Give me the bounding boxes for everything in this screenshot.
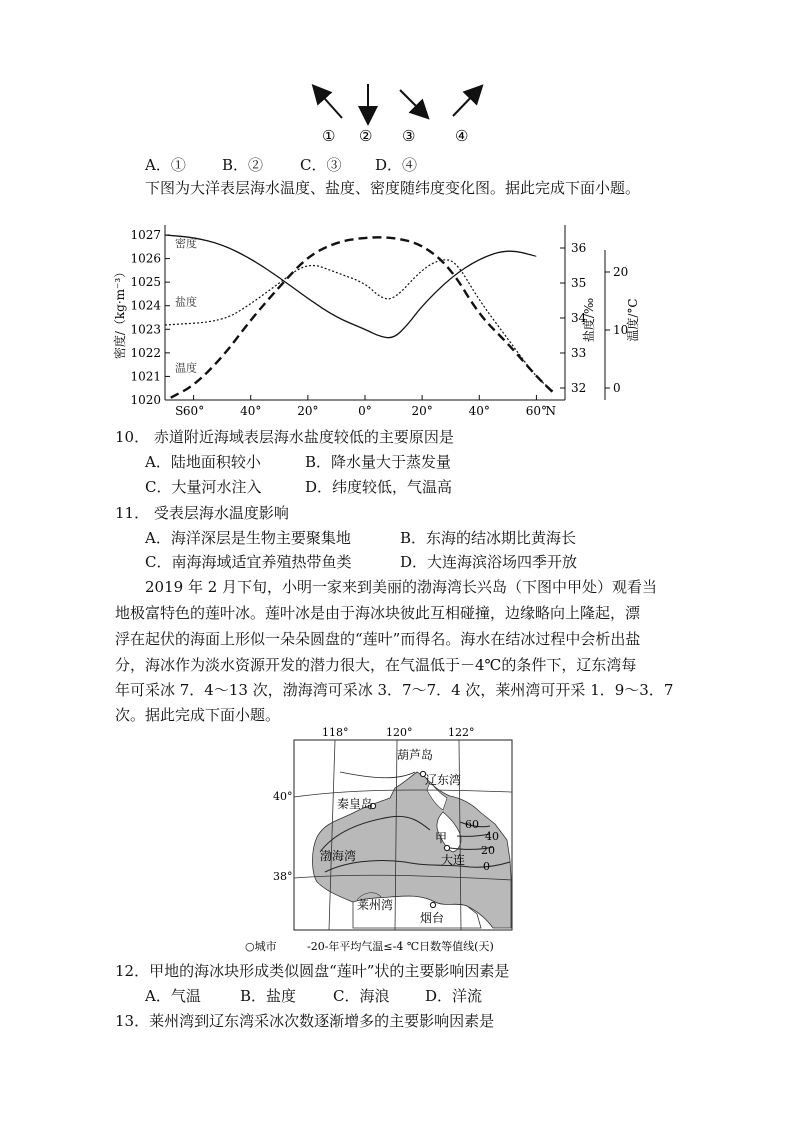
arrow-1-icon	[317, 90, 342, 118]
x-tick-label: N	[545, 404, 556, 418]
salinity-tick-label: 33	[571, 346, 587, 360]
y-tick-label: 1021	[130, 369, 161, 384]
x-tick-label: 20°	[297, 404, 319, 418]
q9-option-b: B．②	[222, 156, 264, 174]
y-tick-label: 1023	[130, 322, 161, 337]
chart-intro: 下图为大洋表层海水温度、盐度、密度随纬度变化图。据此完成下面小题。	[145, 179, 641, 197]
map-contour-label: 40	[485, 830, 499, 843]
city-marker-icon	[444, 845, 449, 850]
temperature-tick-label: 0	[613, 381, 621, 395]
q12-stem: 12．甲地的海冰块形成类似圆盘“莲叶”状的主要影响因素是	[115, 962, 510, 980]
x-tick-label: 40°	[240, 404, 262, 418]
map-lon-label: 120°	[386, 726, 413, 739]
map-legend-isoline: -20-年平均气温≤-4 ℃日数等值线(天)	[307, 940, 494, 953]
map-lat-label: 38°	[273, 870, 293, 883]
series-label: 盐度	[175, 295, 197, 309]
q11-option-c: C．南海海域适宜养殖热带鱼类	[145, 553, 352, 571]
arrow-label: ①	[322, 127, 336, 145]
x-tick-label: S	[175, 404, 184, 418]
passage-line: 年可采冰 7．4～13 次，渤海湾可采冰 3．7～7．4 次，莱州湾可开采 1．9～3．7	[115, 681, 674, 699]
y-tick-label: 1026	[130, 251, 161, 266]
bohai-map	[245, 722, 560, 957]
q10-option-a: A．陆地面积较小	[145, 453, 261, 471]
q12-option-c: C．海浪	[333, 987, 390, 1005]
map-contour-label: 60	[465, 818, 479, 831]
y-tick-label: 1022	[130, 345, 161, 360]
x-tick-label: 60°	[182, 404, 205, 418]
x-tick-label: 20°	[411, 404, 433, 418]
x-tick-label: 0°	[358, 404, 372, 418]
y-tick-label: 1025	[130, 275, 161, 290]
temperature-tick-label: 10	[613, 323, 629, 337]
passage-line: 2019 年 2 月下旬，小明一家来到美丽的渤海湾长兴岛（下图中甲处）观看当	[145, 578, 658, 596]
y-tick-label: 1020	[130, 393, 161, 407]
series-label: 温度	[175, 361, 197, 375]
map-place-label: 莱州湾	[357, 898, 394, 912]
y-tick-label: 1027	[130, 228, 161, 242]
q11-option-a: A．海洋深层是生物主要聚集地	[145, 529, 351, 547]
map-place-label: 烟台	[420, 911, 445, 925]
arrow-label: ③	[402, 127, 416, 145]
passage-line: 浮在起伏的海面上形似一朵朵圆盘的“莲叶”而得名。海水在结冰过程中会析出盐	[115, 630, 641, 648]
salinity-tick-label: 32	[571, 381, 587, 395]
map-place-label: 大连	[441, 853, 466, 867]
left-axis-label: 密度/（kg·m⁻³）	[113, 265, 127, 360]
map-place-label: 秦皇岛	[337, 797, 374, 811]
map-place-label: 甲	[435, 831, 448, 845]
q13-stem: 13．莱州湾到辽东湾采冰次数逐渐增多的主要影响因素是	[115, 1012, 495, 1030]
arrow-3-icon	[400, 90, 424, 114]
arrow-label: ②	[359, 127, 373, 145]
q12-option-a: A．气温	[145, 987, 201, 1005]
q11-option-d: D．大连海滨浴场四季开放	[400, 553, 578, 571]
map-lon-label: 122°	[448, 726, 475, 739]
q10-option-c: C．大量河水注入	[145, 478, 262, 496]
q11-option-b: B．东海的结冰期比黄海长	[400, 529, 577, 547]
q12-option-d: D．洋流	[425, 987, 483, 1005]
map-place-label: 渤海湾	[320, 849, 357, 863]
q9-option-a: A．①	[145, 156, 186, 174]
q9-option-c: C．③	[300, 156, 342, 174]
q10-stem: 10． 赤道附近海域表层海水盐度较低的主要原因是	[115, 428, 454, 446]
q11-stem: 11． 受表层海水温度影响	[115, 504, 289, 522]
map-contour-label: 0	[483, 860, 490, 873]
salinity-axis-label: 盐度/‰	[582, 297, 596, 343]
arrow-label: ④	[455, 127, 469, 145]
map-place-label: 辽东湾	[425, 773, 462, 787]
q9-option-d: D．④	[375, 156, 418, 174]
salinity-tick-label: 36	[571, 241, 587, 255]
q10-option-d: D．纬度较低，气温高	[305, 478, 453, 496]
map-lat-label: 40°	[273, 790, 293, 803]
map-legend-city: ○城市	[245, 940, 277, 953]
map-contour-label: 20	[481, 844, 495, 857]
city-marker-icon	[430, 902, 435, 907]
map-place-label: 葫芦岛	[397, 748, 434, 762]
salinity-tick-label: 34	[571, 311, 587, 325]
series-label: 密度	[175, 236, 197, 250]
q12-option-b: B．盐度	[240, 987, 297, 1005]
passage-line: 分，海冰作为淡水资源开发的潜力很大，在气温低于－4℃的条件下，辽东湾每	[115, 656, 637, 674]
x-tick-label: 40°	[468, 404, 490, 418]
series-line-2	[171, 237, 554, 397]
series-line-0	[165, 235, 536, 338]
series-line-1	[165, 260, 554, 392]
q10-option-b: B．降水量大于蒸发量	[305, 453, 452, 471]
map-lon-label: 118°	[322, 726, 349, 739]
passage-line: 地极富特色的莲叶冰。莲叶冰是由于海冰块彼此互相碰撞，边缘略向上隆起，漂	[115, 604, 641, 622]
arrow-figure	[300, 78, 500, 150]
y-tick-label: 1024	[130, 298, 161, 313]
temperature-tick-label: 20	[613, 265, 629, 279]
x-tick-label: 60°	[525, 404, 548, 418]
passage-line: 次。据此完成下面小题。	[115, 706, 281, 724]
temperature-axis-label: 温度/°C	[626, 298, 640, 342]
salinity-tick-label: 35	[571, 276, 587, 290]
arrow-4-icon	[453, 90, 478, 116]
ocean-latitude-chart	[110, 215, 640, 425]
